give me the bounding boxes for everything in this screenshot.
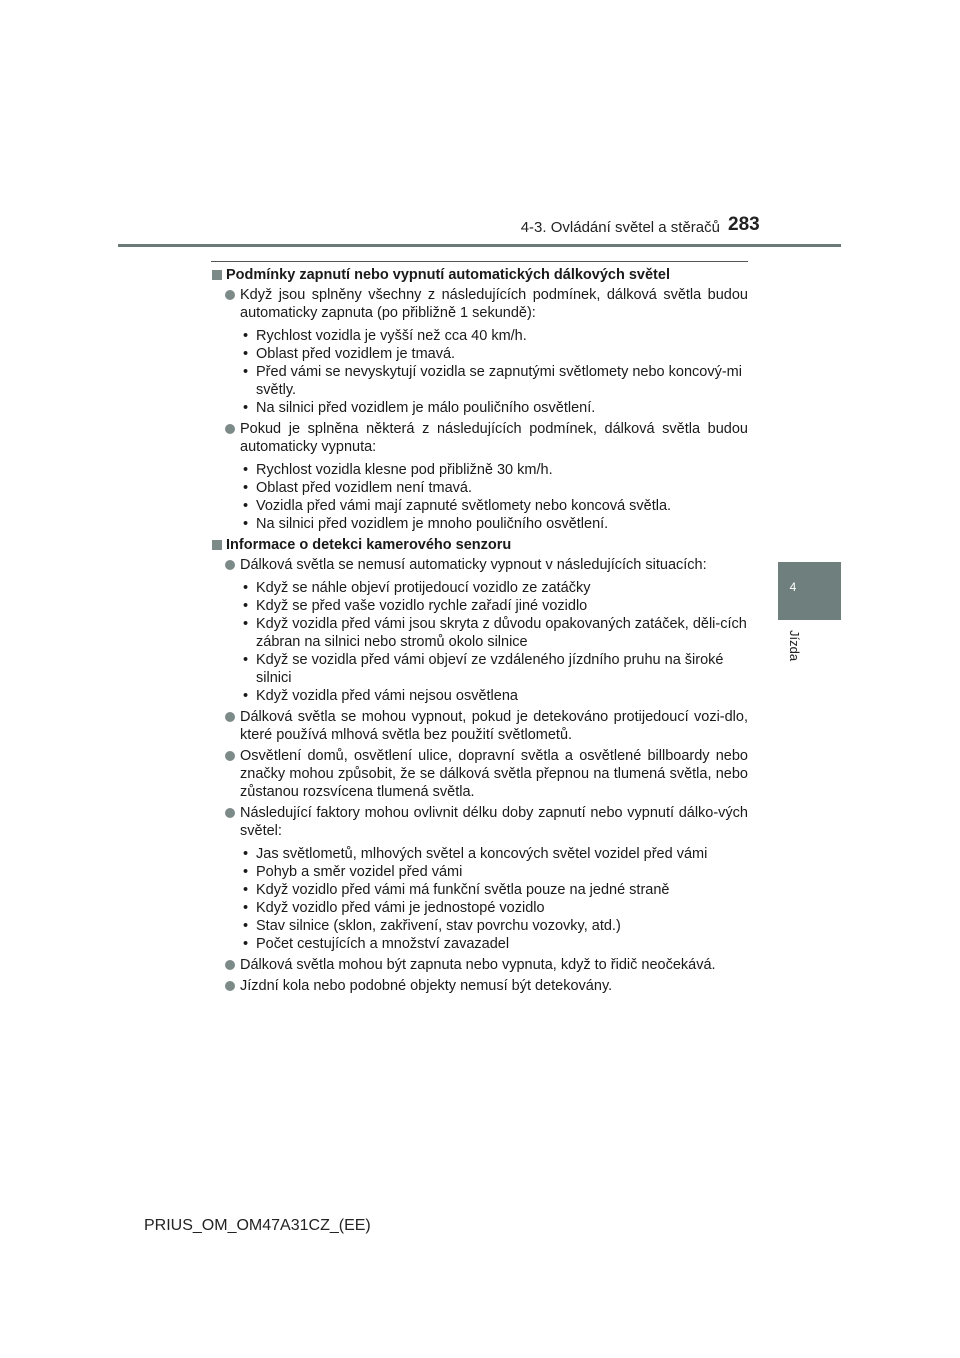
bullet-paragraph [211,804,748,840]
bullet-paragraph [211,556,748,574]
dot-marker-icon: • [243,846,249,862]
circle-bullet-icon [225,560,235,570]
bullet-paragraph [211,708,748,744]
list-item-text: Na silnici před vozidlem je málo pouličního osvětlení. [256,400,596,416]
list-item [211,917,748,935]
dot-marker-icon: • [243,598,249,614]
dot-marker-icon: • [243,400,249,416]
list-item [211,615,748,651]
dot-marker-icon: • [243,328,249,344]
content-divider [211,261,748,262]
dot-marker-icon: • [243,688,249,704]
square-bullet-icon [212,540,222,550]
chapter-label: Jízda [787,630,802,662]
footer-document-code: PRIUS_OM_OM47A31CZ_(EE) [144,1217,371,1234]
list-item [211,579,748,597]
dot-marker-icon: • [243,346,249,362]
list-item [211,863,748,881]
list-item-text: Rychlost vozidla je vyšší než cca 40 km/h. [256,328,527,344]
list-item-text: Když se náhle objeví protijedoucí vozidlo ze zatáčky [256,580,591,596]
list-item [211,345,748,363]
dot-marker-icon: • [243,480,249,496]
list-item-text: Pohyb a směr vozidel před vámi [256,864,463,880]
dot-marker-icon: • [243,882,249,898]
bullet-text: Když jsou splněny všechny z následujících podmínek, dálková světla budou automaticky zapnuta (po přibližně 1 sekundě): [240,287,748,321]
list-item [211,651,748,687]
list-item [211,845,748,863]
header-section-title: 4-3. Ovládání světel a stěračů [520,219,720,236]
sub-list [211,327,748,417]
sub-list [211,579,748,705]
list-item-text: Vozidla před vámi mají zapnuté světlomety nebo koncová světla. [256,498,672,514]
sub-list [211,461,748,533]
bullet-text: Dálková světla se nemusí automaticky vypnout v následujících situacích: [240,557,707,573]
circle-bullet-icon [225,960,235,970]
bullet-text: Následující faktory mohou ovlivnit délku doby zapnutí nebo vypnutí dálko-vých světel: [240,805,748,839]
section-title [211,536,748,554]
circle-bullet-icon [225,290,235,300]
bullet-text: Jízdní kola nebo podobné objekty nemusí být detekovány. [240,978,613,994]
bullet-paragraph [211,956,748,974]
circle-bullet-icon [225,751,235,761]
circle-bullet-icon [225,712,235,722]
dot-marker-icon: • [243,616,249,632]
list-item [211,399,748,417]
header-divider [118,244,841,247]
list-item [211,899,748,917]
list-item-text: Jas světlometů, mlhových světel a koncových světel vozidel před vámi [256,846,708,862]
list-item [211,497,748,515]
list-item-text: Když vozidlo před vámi má funkční světla pouze na jedné straně [256,882,670,898]
dot-marker-icon: • [243,364,249,380]
list-item-text: Počet cestujících a množství zavazadel [256,936,510,952]
list-item-text: Rychlost vozidla klesne pod přibližně 30 km/h. [256,462,553,478]
dot-marker-icon: • [243,498,249,514]
bullet-text: Dálková světla mohou být zapnuta nebo vypnuta, když to řidič neočekává. [240,957,716,973]
dot-marker-icon: • [243,580,249,596]
list-item [211,327,748,345]
square-bullet-icon [212,270,222,280]
list-item-text: Když vozidla před vámi nejsou osvětlena [256,688,518,704]
dot-marker-icon: • [243,900,249,916]
list-item-text: Na silnici před vozidlem je mnoho pouličního osvětlení. [256,516,609,532]
bullet-text: Osvětlení domů, osvětlení ulice, dopravní světla a osvětlené billboardy nebo značky mohou způsobit, že se dálková světla přepnou na tlumená světla, nebo zůstanou rozsvícena tlumená světla. [240,748,748,800]
page-number: 283 [728,214,760,235]
section-title-text: Podmínky zapnutí nebo vypnutí automatických dálkových světel [226,267,670,283]
chapter-tab [778,562,841,620]
dot-marker-icon: • [243,516,249,532]
bullet-paragraph [211,286,748,322]
list-item-text: Když vozidla před vámi jsou skryta z důvodu opakovaných zatáček, děli-cích zábran na silnici nebo stromů okolo silnice [256,616,747,650]
bullet-paragraph [211,747,748,801]
list-item [211,479,748,497]
dot-marker-icon: • [243,918,249,934]
list-item-text: Oblast před vozidlem není tmavá. [256,480,472,496]
list-item [211,515,748,533]
list-item-text: Když vozidlo před vámi je jednostopé vozidlo [256,900,545,916]
section-title [211,266,748,284]
bullet-paragraph [211,977,748,995]
dot-marker-icon: • [243,652,249,668]
dot-marker-icon: • [243,936,249,952]
list-item-text: Před vámi se nevyskytují vozidla se zapnutými světlomety nebo koncový-mi světly. [256,364,742,398]
chapter-number: 4 [789,580,797,594]
list-item-text: Když se před vaše vozidlo rychle zařadí jiné vozidlo [256,598,588,614]
circle-bullet-icon [225,424,235,434]
dot-marker-icon: • [243,462,249,478]
list-item [211,363,748,399]
list-item [211,881,748,899]
list-item [211,461,748,479]
section-title-text: Informace o detekci kamerového senzoru [226,537,512,553]
circle-bullet-icon [225,981,235,991]
list-item [211,687,748,705]
list-item-text: Když se vozidla před vámi objeví ze vzdáleného jízdního pruhu na široké silnici [256,652,724,686]
bullet-text: Pokud je splněna některá z následujících podmínek, dálková světla budou automaticky vypnuta: [240,421,748,455]
section [211,536,748,995]
list-item [211,597,748,615]
bullet-text: Dálková světla se mohou vypnout, pokud je detekováno protijedoucí vozi-dlo, které používá mlhová světla bez použití světlometů. [240,709,748,743]
sub-list [211,845,748,953]
list-item-text: Oblast před vozidlem je tmavá. [256,346,456,362]
content-area [211,266,748,998]
list-item [211,935,748,953]
list-item-text: Stav silnice (sklon, zakřivení, stav povrchu vozovky, atd.) [256,918,621,934]
circle-bullet-icon [225,808,235,818]
section [211,266,748,533]
bullet-paragraph [211,420,748,456]
dot-marker-icon: • [243,864,249,880]
